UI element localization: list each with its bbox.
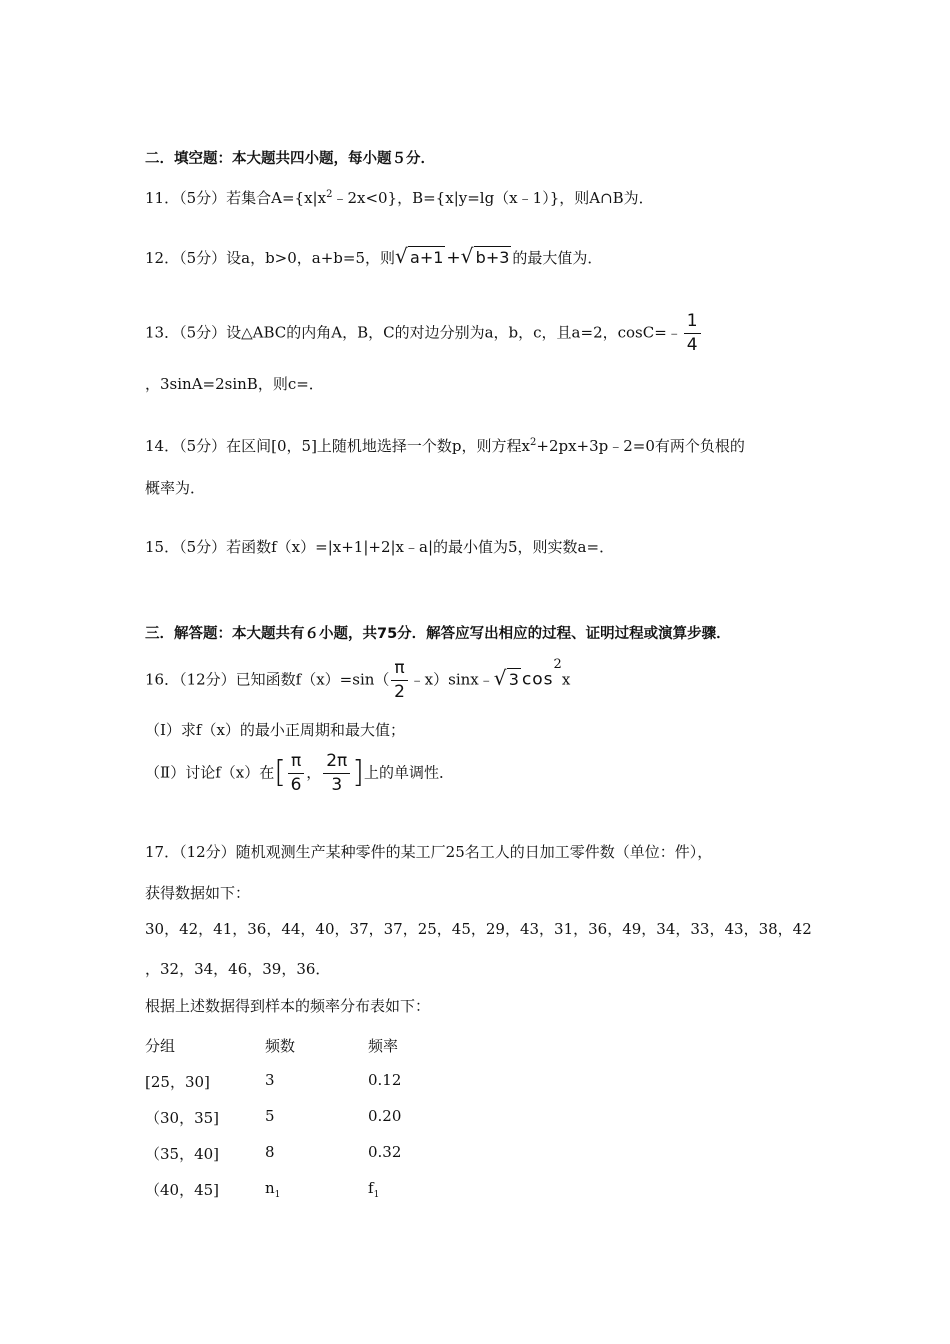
section-3-title: 三．解答题：本大题共有６小题，共75分．解答应写出相应的过程、证明过程或演算步骤． (145, 626, 731, 642)
question-17: 17．（12分）随机观测生产某种零件的某工厂25名工人的日加工零件数（单位：件）， (145, 843, 713, 861)
question-11: 11．（5分）若集合$A=\{x|x^2﹣2x<0\}$，B={x|y=lg（x﹣1）}，则A∩B为． (145, 189, 654, 207)
question-12: 12．（5分）设a，b>0，a+b=5，则 √ a+1 + √ b+3 的最大值为． (145, 244, 603, 268)
question-14: 14．（5分）在区间[0，5]上随机地选择一个数p，则方程$x^2+2px+3p﹣2=0$有两个负根的 (145, 437, 745, 455)
fraction-pi-over-2: $\frac{\pi}{2}$ (391, 659, 407, 701)
question-13: 13．（5分）设△ABC的内角A，B，C的对边分别为a，b，c，且a=2，cosC=﹣ $\frac{1}{4}$ (145, 312, 703, 354)
question-16: 16．（12分）已知函数f（x）=sin（ $\frac{\pi}{2}$ ﹣x）sinx﹣ √ 3 $\cos^2x$ (145, 657, 571, 702)
question-17-line-2: 获得数据如下： (145, 884, 251, 902)
question-15: 15．（5分）若函数f（x）=|x+1|+2|x﹣a|的最小值为5，则实数a=． (145, 538, 615, 556)
header-frequency-count: 频数 (265, 1037, 296, 1055)
question-16-part-1: （Ⅰ）求f（x）的最小正周期和最大值； (145, 721, 405, 739)
question-17-line-3: 根据上述数据得到样本的频率分布表如下： (145, 997, 431, 1015)
fraction-2pi-over-3: $\frac{2\pi}{3}$ (323, 752, 350, 794)
sqrt-a-plus-1: √ a+1 (395, 244, 444, 268)
question-16-part-2: （Ⅱ）讨论f（x）在[ $\frac{\pi}{6}$ ， $\frac{2\pi}{3}$ ]上的单调性． (145, 751, 454, 795)
sqrt-b-plus-3: √ b+3 (460, 244, 510, 268)
header-frequency-rate: 频率 (368, 1037, 399, 1055)
data-values-line-1: 30，42，41，36，44，40，37，37，25，45，29，43，31，36，49，34，33，43，38，42 (145, 920, 812, 938)
fraction-pi-over-6: $\frac{\pi}{6}$ (288, 752, 304, 794)
data-values-line-2: ，32，34，46，39，36． (145, 960, 331, 978)
section-2-title: 二．填空题：本大题共四小题，每小题５分． (145, 151, 435, 167)
fraction-one-quarter: $\frac{1}{4}$ (684, 312, 701, 354)
question-13-continued: ，3sinA=2sinB，则c=． (145, 375, 324, 393)
sqrt-3: √ 3 (493, 666, 519, 690)
question-14-continued: 概率为． (145, 479, 206, 497)
header-group: 分组 (145, 1037, 176, 1055)
